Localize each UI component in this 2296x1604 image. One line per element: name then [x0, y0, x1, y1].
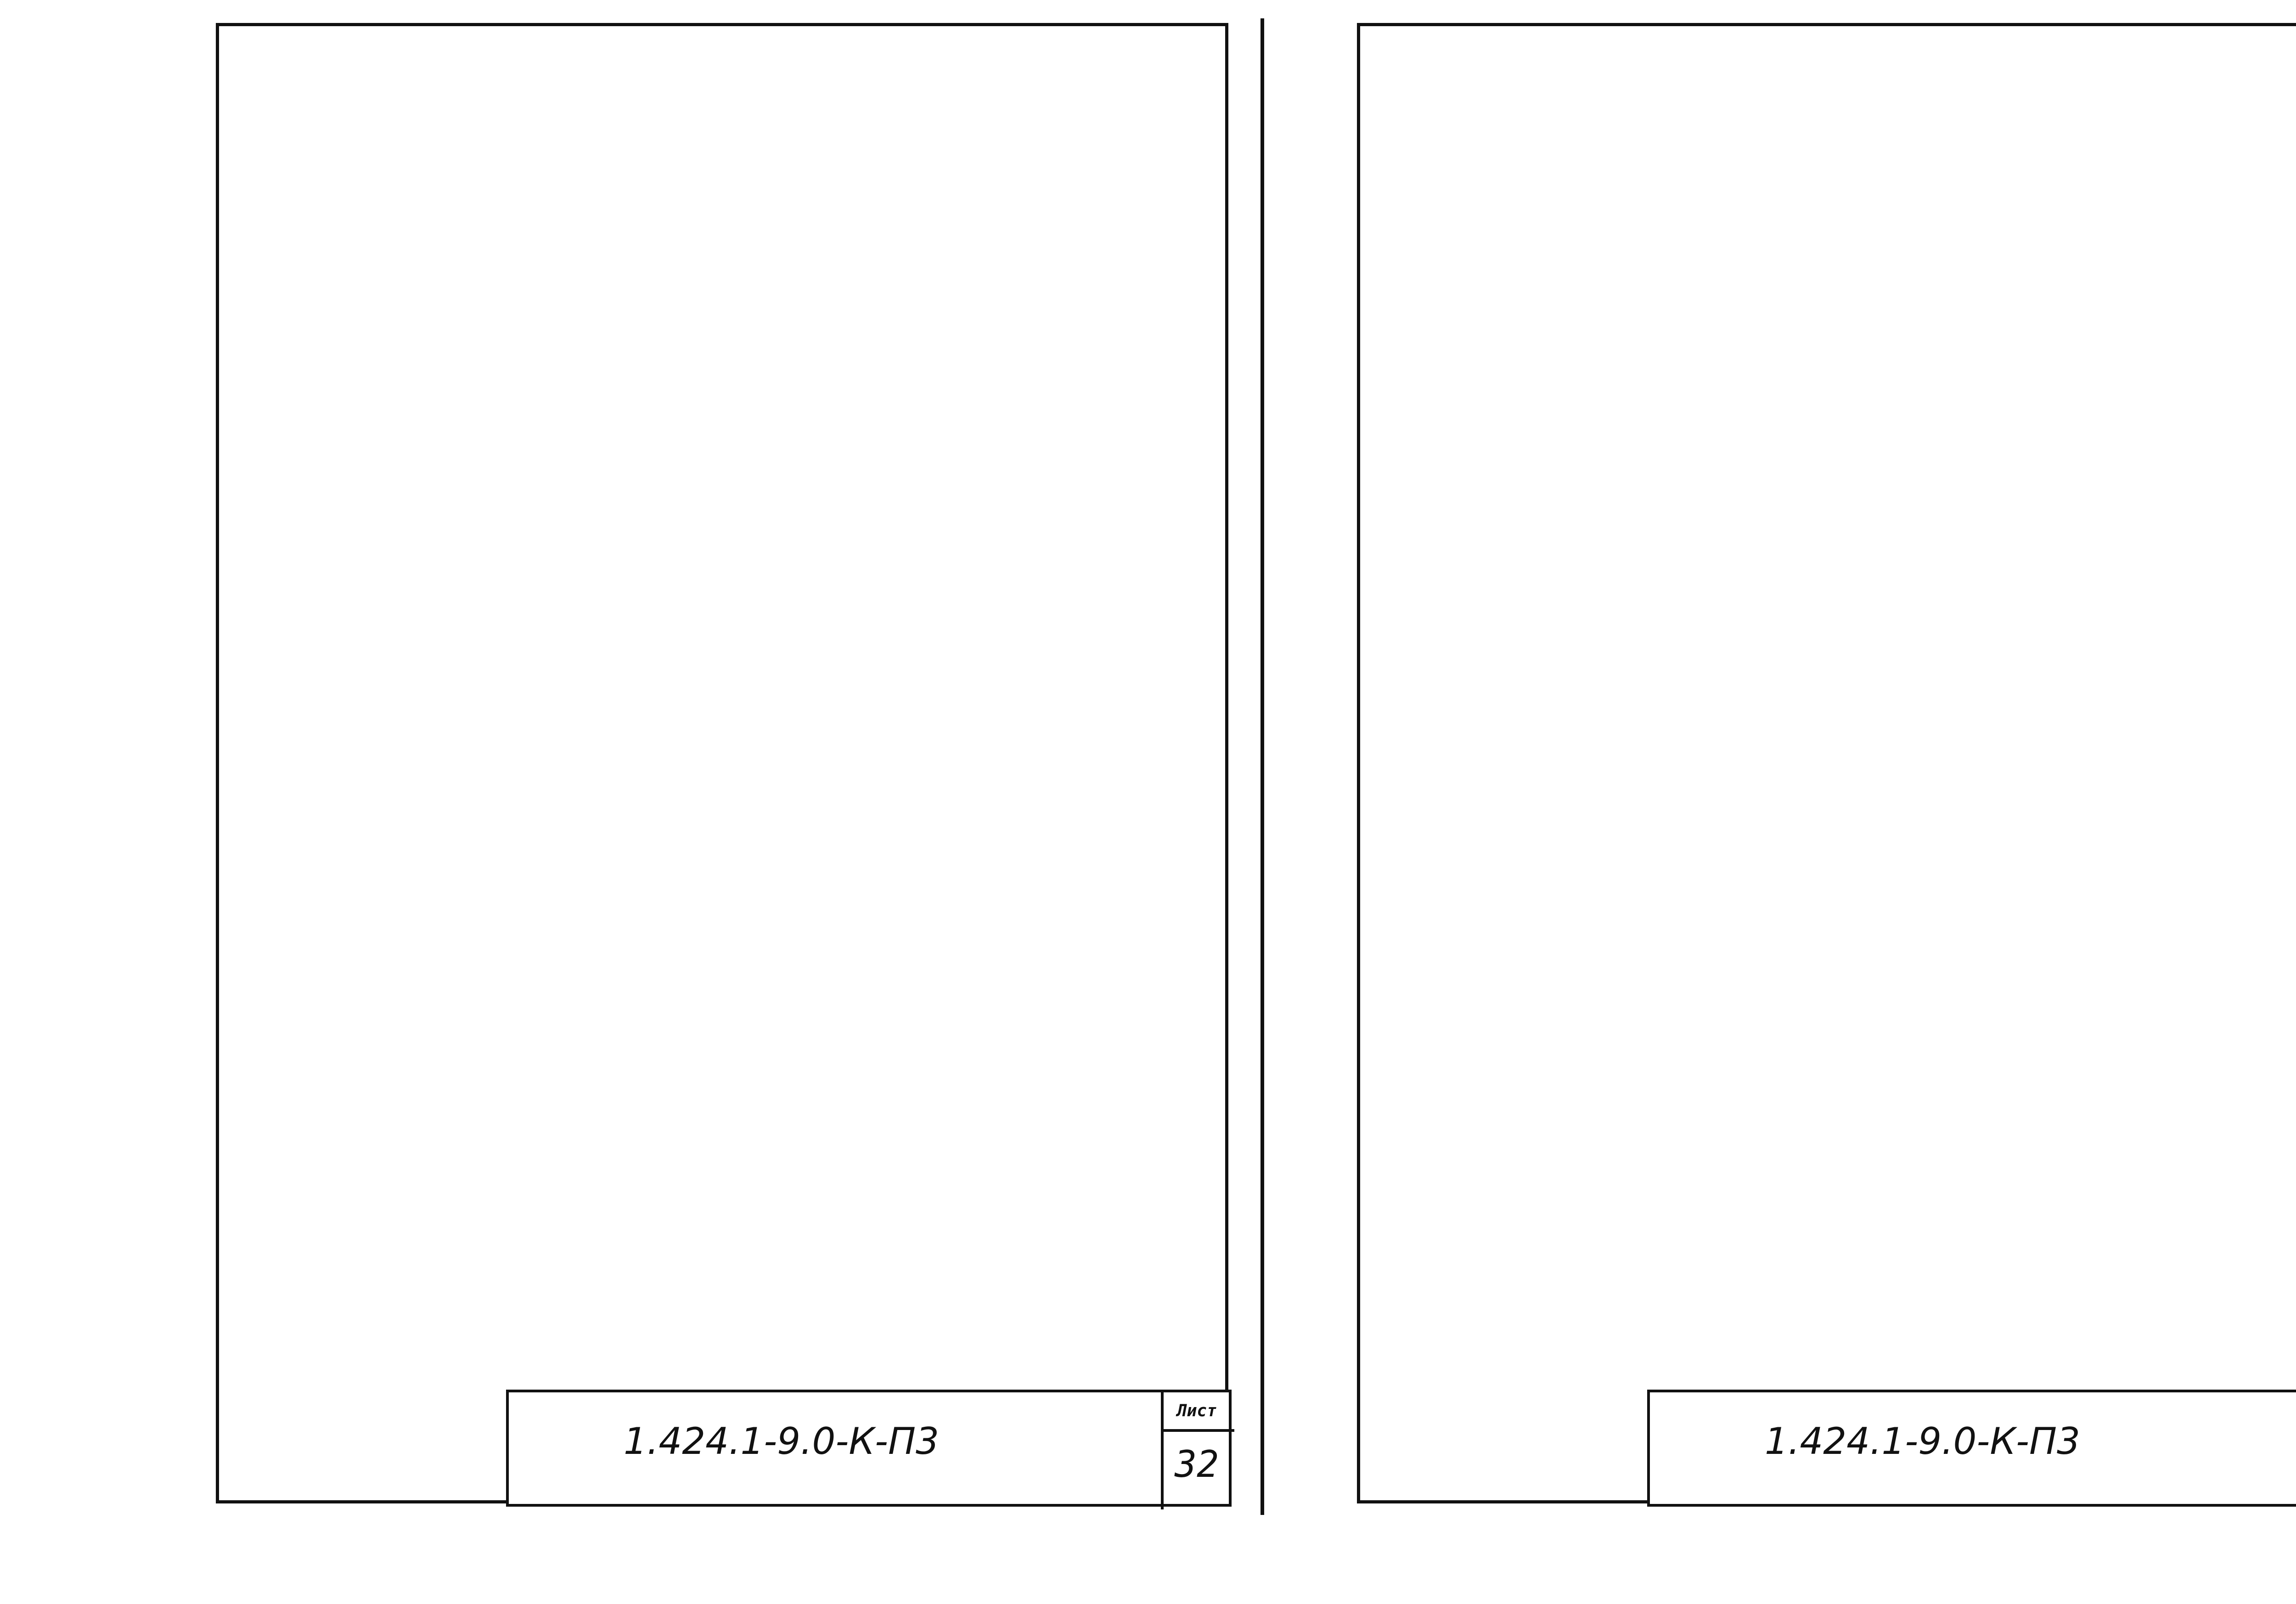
left-sheet [216, 23, 1228, 1503]
left-sheet-label: Лист [1177, 1402, 1217, 1420]
left-document-code: 1.424.1-9.0-К-П3 [624, 1420, 940, 1463]
right-title-block [1647, 1390, 2296, 1507]
left-title-block [506, 1390, 1232, 1507]
left-sheet-number: 32 [1175, 1443, 1219, 1486]
page-divider [1261, 18, 1264, 1515]
right-document-code: 1.424.1-9.0-К-П3 [1765, 1420, 2081, 1463]
right-sheet [1357, 23, 2296, 1503]
